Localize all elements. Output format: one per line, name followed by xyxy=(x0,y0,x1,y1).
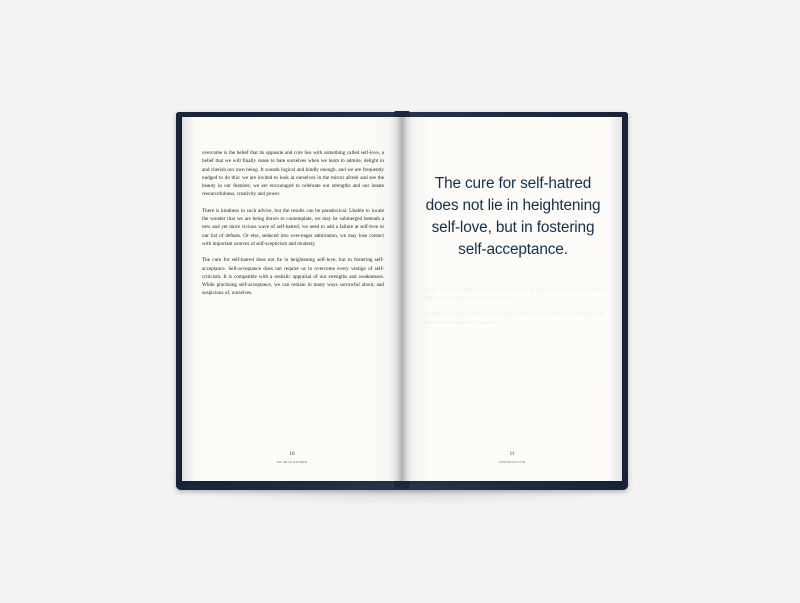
pull-quote: The cure for self-hatred does not lie in heightening self-love, but in fostering self-acceptance. xyxy=(425,175,601,258)
right-page xyxy=(402,117,622,481)
left-page-folio xyxy=(182,452,402,464)
page-number: 11 xyxy=(509,452,515,457)
open-book xyxy=(176,112,628,490)
left-page-body xyxy=(202,149,384,306)
body-paragraph: The cure for self-hatred does not lie in heightening self-love, but in fostering self-acceptance. Self-acceptance does not require us to overcome every vestige of self-criticism. It is compatible with a realistic appraisal of our strengths and weaknesses. While practising self-acceptance, we can remain in many ways sorrowful about, and suspicious of, ourselves. xyxy=(202,257,384,297)
show-through-line: are not so much a matter of what we have done as of what we have not yet been able to forgive in ourselves, and the quiet work of xyxy=(424,288,606,302)
page-number: 10 xyxy=(289,452,295,457)
spine-cap-bottom xyxy=(394,480,410,489)
running-head: ON SELF-HATRED xyxy=(276,460,308,464)
left-page xyxy=(182,117,402,481)
body-paragraph: overcome is the belief that its opposite and cure lies with something called self-love, a belief that we will finally cease to hate ourselves when we learn to admire, delight in and cherish our own being. It sounds logical and kindly enough, and we are frequently nudged to do this: we are invited to look at ourselves in the mirror afresh and see the beauty in our features; we are encouraged to celebrate our strengths and our innate resourcefulness, creativity and power. xyxy=(202,150,384,198)
body-paragraph: There is kindness in such advice, but the results can be paradoxical. Unable to locate the wonder that we are being drawn to contemplate, we may be submerged beneath a new and yet more vicious wave of self-hatred; we need to add a failure at self-love to our list of defeats. Or else, seduced into over-eager admiration, we may lose contact with important sources of self-scepticism and modesty. xyxy=(202,207,384,247)
right-page-folio xyxy=(402,452,622,464)
running-head: INTRODUCTION xyxy=(498,460,526,464)
page-show-through xyxy=(424,287,606,336)
show-through-line: learning, in the end, to hold our own difficult history with a measure of tenderness rather than a further instalment of reproach. xyxy=(424,312,606,326)
page-spread xyxy=(182,117,622,481)
